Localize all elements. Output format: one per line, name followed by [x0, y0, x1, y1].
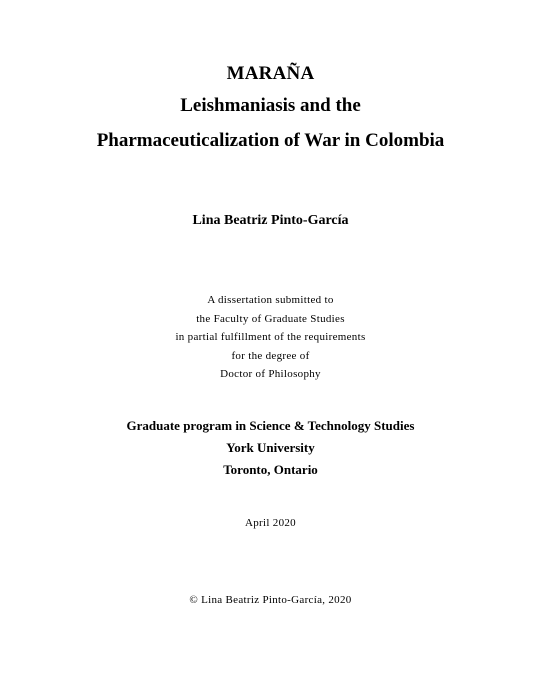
title-line-1: MARAÑA: [226, 63, 315, 84]
author-name: Lina Beatriz Pinto-García: [192, 213, 349, 228]
submission-line-2: the Faculty of Graduate Studies: [196, 313, 345, 325]
location: Toronto, Ontario: [223, 462, 318, 477]
title-line-2: Leishmaniasis and the: [180, 95, 361, 116]
copyright-notice: © Lina Beatriz Pinto-García, 2020: [189, 594, 352, 606]
submission-line-5: Doctor of Philosophy: [220, 368, 321, 380]
submission-line-1: A dissertation submitted to: [207, 294, 334, 306]
title-line-3: Pharmaceuticalization of War in Colombia: [96, 130, 445, 151]
program-name: Graduate program in Science & Technology Studies: [126, 418, 415, 433]
university-name: York University: [226, 440, 315, 455]
submission-line-3: in partial fulfillment of the requirements: [175, 331, 366, 343]
submission-line-4: for the degree of: [231, 350, 310, 362]
submission-date: April 2020: [245, 517, 296, 529]
